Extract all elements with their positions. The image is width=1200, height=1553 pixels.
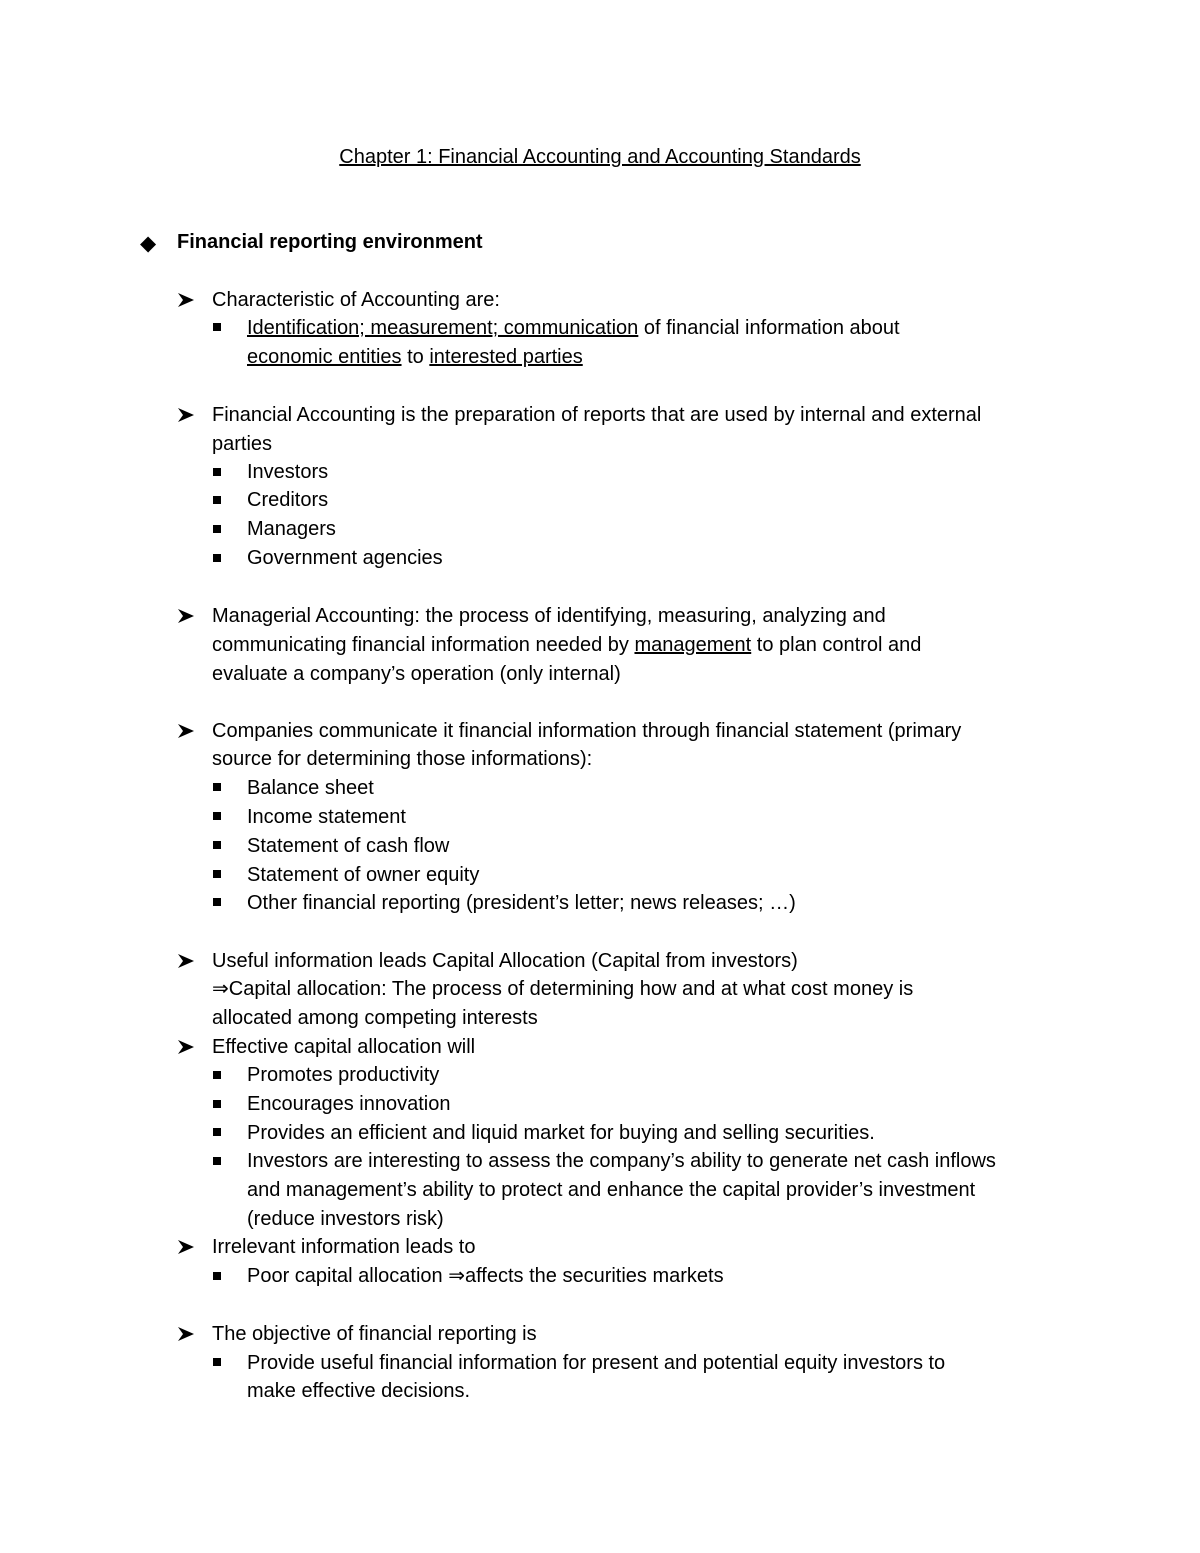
page-title: Chapter 1: Financial Accounting and Accounting Standards bbox=[339, 146, 861, 168]
underlined-text: interested parties bbox=[429, 346, 583, 368]
list-item: Other financial reporting (president’s letter; news releases; …) bbox=[247, 892, 796, 914]
square-bullet-icon bbox=[213, 870, 221, 878]
underlined-text: management bbox=[634, 634, 752, 656]
list-item: Effective capital allocation will bbox=[212, 1036, 476, 1058]
list-item: The objective of financial reporting is bbox=[212, 1323, 537, 1345]
section-heading: Financial reporting environment bbox=[177, 231, 483, 253]
list-item: Investors are interesting to assess the company’s ability to generate net cash inflows bbox=[247, 1150, 996, 1172]
list-item-continuation: ⇒Capital allocation: The process of determining how and at what cost money is bbox=[212, 978, 914, 1000]
square-bullet-icon bbox=[213, 1358, 221, 1366]
square-bullet-icon bbox=[213, 525, 221, 533]
square-bullet-icon bbox=[213, 468, 221, 476]
diamond-icon: ◆ bbox=[140, 232, 157, 255]
square-bullet-icon bbox=[213, 841, 221, 849]
arrowhead-icon bbox=[176, 1233, 200, 1261]
list-item-continuation: allocated among competing interests bbox=[212, 1007, 538, 1029]
square-bullet-icon bbox=[213, 812, 221, 820]
list-item-continuation: parties bbox=[212, 433, 273, 455]
list-item-continuation: (reduce investors risk) bbox=[247, 1208, 444, 1230]
square-bullet-icon bbox=[213, 1128, 221, 1136]
list-item: Managers bbox=[247, 518, 336, 540]
list-item-continuation: source for determining those informations): bbox=[212, 748, 593, 770]
arrowhead-icon bbox=[176, 286, 200, 314]
underlined-text: Identification; measurement; communication bbox=[247, 317, 639, 339]
square-bullet-icon bbox=[213, 1157, 221, 1165]
list-item: Financial Accounting is the preparation of reports that are used by internal and external bbox=[212, 404, 982, 426]
text-span: to plan control and bbox=[751, 634, 922, 656]
square-bullet-icon bbox=[213, 1071, 221, 1079]
square-bullet-icon bbox=[213, 1100, 221, 1108]
list-item: Managerial Accounting: the process of identifying, measuring, analyzing and bbox=[212, 605, 886, 627]
square-bullet-icon bbox=[213, 783, 221, 791]
list-item bbox=[247, 314, 1107, 343]
list-item: Poor capital allocation ⇒affects the securities markets bbox=[247, 1265, 724, 1287]
list-item: Promotes productivity bbox=[247, 1064, 440, 1086]
list-item: Balance sheet bbox=[247, 777, 374, 799]
list-item: Useful information leads Capital Allocation (Capital from investors) bbox=[212, 950, 798, 972]
arrowhead-icon bbox=[176, 1033, 200, 1061]
square-bullet-icon bbox=[213, 898, 221, 906]
list-item: Statement of cash flow bbox=[247, 835, 450, 857]
list-item: Creditors bbox=[247, 489, 329, 511]
list-item: Income statement bbox=[247, 806, 406, 828]
text-span: communicating financial information needed by bbox=[212, 634, 635, 656]
list-item-continuation bbox=[212, 631, 1072, 660]
list-item: Companies communicate it financial information through financial statement (primary bbox=[212, 720, 962, 742]
arrowhead-icon bbox=[176, 401, 200, 429]
list-item-continuation bbox=[247, 343, 1107, 372]
list-item-continuation: and management’s ability to protect and enhance the capital provider’s investment bbox=[247, 1179, 976, 1201]
list-item: Encourages innovation bbox=[247, 1093, 451, 1115]
list-item: Statement of owner equity bbox=[247, 864, 480, 886]
list-item: Investors bbox=[247, 461, 329, 483]
list-item: Provides an efficient and liquid market for buying and selling securities. bbox=[247, 1122, 875, 1144]
square-bullet-icon bbox=[213, 1272, 221, 1280]
list-item: Government agencies bbox=[247, 547, 443, 569]
square-bullet-icon bbox=[213, 496, 221, 504]
arrowhead-icon bbox=[176, 717, 200, 745]
arrowhead-icon bbox=[176, 602, 200, 630]
list-item: Provide useful financial information for present and potential equity investors to bbox=[247, 1352, 946, 1374]
square-bullet-icon bbox=[213, 323, 221, 331]
text-span: to bbox=[401, 346, 430, 368]
list-item: Irrelevant information leads to bbox=[212, 1236, 476, 1258]
square-bullet-icon bbox=[213, 554, 221, 562]
arrowhead-icon bbox=[176, 947, 200, 975]
underlined-text: economic entities bbox=[247, 346, 402, 368]
list-item: Characteristic of Accounting are: bbox=[212, 289, 500, 311]
arrowhead-icon bbox=[176, 1320, 200, 1348]
text-span: of financial information about bbox=[638, 317, 900, 339]
list-item-continuation: evaluate a company’s operation (only internal) bbox=[212, 663, 621, 685]
list-item-continuation: make effective decisions. bbox=[247, 1380, 471, 1402]
